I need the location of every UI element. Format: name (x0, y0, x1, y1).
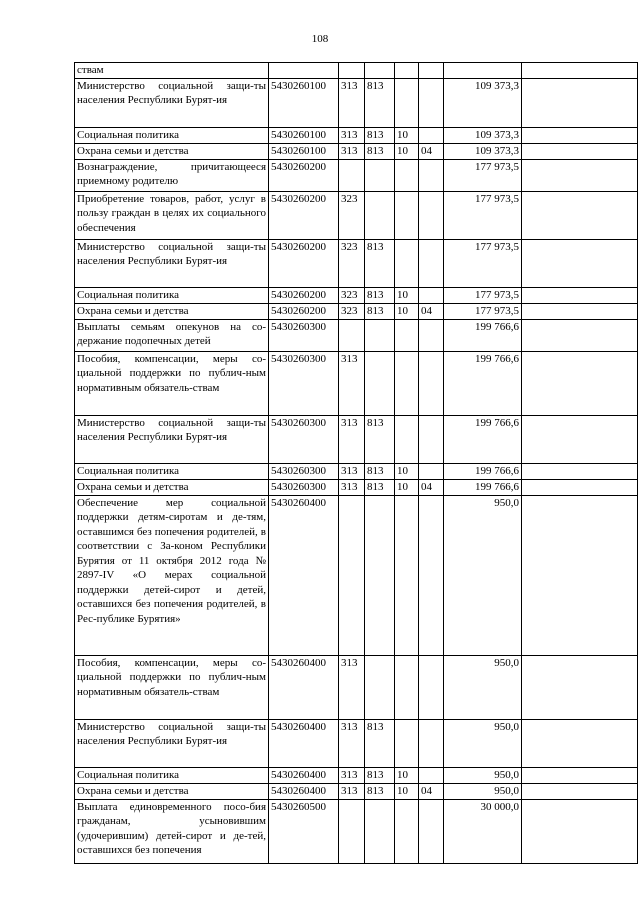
amount-cell: 950,0 (444, 495, 522, 655)
amount-cell: 199 766,6 (444, 479, 522, 495)
extra-cell (522, 63, 638, 79)
table-row (75, 63, 638, 79)
target-code-cell: 5430260400 (269, 495, 339, 655)
target-code-cell: 5430260200 (269, 159, 339, 191)
amount-cell: 950,0 (444, 783, 522, 799)
row-name-cell: Приобретение товаров, работ, услуг в пользу граждан в целях их социального обеспечения (75, 191, 269, 239)
ministry-code-cell (365, 351, 395, 415)
table-row (75, 127, 638, 143)
extra-cell (522, 127, 638, 143)
target-code-cell: 5430260200 (269, 239, 339, 287)
ministry-code-cell (365, 319, 395, 351)
expense-type-cell: 323 (339, 239, 365, 287)
target-code-cell: 5430260400 (269, 719, 339, 767)
amount-cell: 199 766,6 (444, 319, 522, 351)
section-cell: 10 (395, 303, 419, 319)
extra-cell (522, 78, 638, 127)
target-code-cell: 5430260200 (269, 191, 339, 239)
row-name-cell: Пособия, компенсации, меры со-циальной поддержки по публич-ным нормативным обязатель-ствам (75, 351, 269, 415)
subsection-cell (419, 319, 444, 351)
table-row (75, 719, 638, 767)
target-code-cell: 5430260500 (269, 799, 339, 863)
target-code-cell: 5430260300 (269, 415, 339, 463)
table-row (75, 303, 638, 319)
ministry-code-cell: 813 (365, 303, 395, 319)
row-name-cell: Социальная политика (75, 287, 269, 303)
section-cell (395, 799, 419, 863)
row-name-cell: Охрана семьи и детства (75, 783, 269, 799)
budget-table (74, 62, 638, 864)
amount-cell: 177 973,5 (444, 239, 522, 287)
subsection-cell (419, 767, 444, 783)
target-code-cell: 5430260200 (269, 303, 339, 319)
row-name-cell: Социальная политика (75, 127, 269, 143)
page-number: 108 (311, 33, 329, 45)
ministry-code-cell: 813 (365, 479, 395, 495)
extra-cell (522, 143, 638, 159)
subsection-cell (419, 127, 444, 143)
table-row (75, 239, 638, 287)
target-code-cell: 5430260400 (269, 783, 339, 799)
extra-cell (522, 495, 638, 655)
ministry-code-cell: 813 (365, 127, 395, 143)
row-name-cell: Министерство социальной защи-ты населения Республики Бурят-ия (75, 415, 269, 463)
table-row (75, 415, 638, 463)
subsection-cell (419, 191, 444, 239)
extra-cell (522, 767, 638, 783)
section-cell (395, 63, 419, 79)
amount-cell: 30 000,0 (444, 799, 522, 863)
subsection-cell (419, 415, 444, 463)
target-code-cell: 5430260100 (269, 127, 339, 143)
target-code-cell: 5430260400 (269, 655, 339, 719)
row-name-cell: Вознаграждение, причитающееся приемному родителю (75, 159, 269, 191)
expense-type-cell: 313 (339, 463, 365, 479)
expense-type-cell: 313 (339, 415, 365, 463)
ministry-code-cell (365, 655, 395, 719)
table-row (75, 351, 638, 415)
row-name-cell: Обеспечение мер социальной поддержки детям-сиротам и де-тям, оставшимся без попечения родителей, в соответствии с За-коном Республики Бурятия от 11 октября 2012 года № 2897-IV «О мерах социальной поддержки детей-сирот и детей, оставшихся без попечения родителей, в Рес-публике Бурятия» (75, 495, 269, 655)
ministry-code-cell (365, 495, 395, 655)
expense-type-cell (339, 63, 365, 79)
extra-cell (522, 159, 638, 191)
expense-type-cell: 313 (339, 78, 365, 127)
table-row (75, 767, 638, 783)
section-cell (395, 191, 419, 239)
target-code-cell: 5430260300 (269, 319, 339, 351)
section-cell: 10 (395, 463, 419, 479)
target-code-cell: 5430260400 (269, 767, 339, 783)
row-name-cell: Выплаты семьям опекунов на со-держание подопечных детей (75, 319, 269, 351)
amount-cell: 950,0 (444, 655, 522, 719)
row-name-cell: Охрана семьи и детства (75, 303, 269, 319)
section-cell (395, 415, 419, 463)
expense-type-cell: 313 (339, 143, 365, 159)
row-name-cell: Охрана семьи и детства (75, 143, 269, 159)
section-cell: 10 (395, 479, 419, 495)
row-name-cell: Выплата единовременного посо-бия гражданам, усыновившим (удочерившим) детей-сирот и де-тей, оставшихся без попечения (75, 799, 269, 863)
subsection-cell (419, 799, 444, 863)
expense-type-cell (339, 159, 365, 191)
expense-type-cell (339, 319, 365, 351)
subsection-cell (419, 287, 444, 303)
table-row (75, 78, 638, 127)
table-row (75, 463, 638, 479)
extra-cell (522, 239, 638, 287)
extra-cell (522, 719, 638, 767)
subsection-cell (419, 159, 444, 191)
row-name-cell: Министерство социальной защи-ты населения Республики Бурят-ия (75, 239, 269, 287)
row-name-cell: Пособия, компенсации, меры со-циальной поддержки по публич-ным нормативным обязатель-ствам (75, 655, 269, 719)
subsection-cell (419, 239, 444, 287)
subsection-cell: 04 (419, 479, 444, 495)
extra-cell (522, 415, 638, 463)
subsection-cell: 04 (419, 303, 444, 319)
subsection-cell (419, 351, 444, 415)
expense-type-cell: 323 (339, 191, 365, 239)
subsection-cell (419, 719, 444, 767)
amount-cell: 177 973,5 (444, 303, 522, 319)
section-cell (395, 239, 419, 287)
ministry-code-cell (365, 159, 395, 191)
target-code-cell: 5430260300 (269, 463, 339, 479)
expense-type-cell: 323 (339, 303, 365, 319)
extra-cell (522, 655, 638, 719)
table-row (75, 655, 638, 719)
table-row (75, 191, 638, 239)
extra-cell (522, 287, 638, 303)
amount-cell: 199 766,6 (444, 415, 522, 463)
table-row (75, 143, 638, 159)
amount-cell: 177 973,5 (444, 191, 522, 239)
target-code-cell: 5430260300 (269, 479, 339, 495)
section-cell: 10 (395, 143, 419, 159)
extra-cell (522, 319, 638, 351)
subsection-cell (419, 63, 444, 79)
expense-type-cell: 313 (339, 767, 365, 783)
ministry-code-cell: 813 (365, 415, 395, 463)
table-row (75, 479, 638, 495)
subsection-cell (419, 655, 444, 719)
ministry-code-cell: 813 (365, 287, 395, 303)
target-code-cell: 5430260300 (269, 351, 339, 415)
expense-type-cell: 313 (339, 127, 365, 143)
target-code-cell: 5430260100 (269, 143, 339, 159)
table-row (75, 799, 638, 863)
ministry-code-cell: 813 (365, 783, 395, 799)
section-cell: 10 (395, 287, 419, 303)
extra-cell (522, 351, 638, 415)
section-cell (395, 159, 419, 191)
ministry-code-cell: 813 (365, 143, 395, 159)
section-cell (395, 719, 419, 767)
amount-cell: 199 766,6 (444, 351, 522, 415)
section-cell (395, 319, 419, 351)
row-name-cell: Министерство социальной защи-ты населения Республики Бурят-ия (75, 78, 269, 127)
extra-cell (522, 191, 638, 239)
ministry-code-cell: 813 (365, 767, 395, 783)
row-name-cell: Министерство социальной защи-ты населения Республики Бурят-ия (75, 719, 269, 767)
expense-type-cell (339, 799, 365, 863)
table-body (75, 63, 638, 864)
row-name-cell: Социальная политика (75, 463, 269, 479)
section-cell (395, 495, 419, 655)
table-row (75, 319, 638, 351)
amount-cell: 109 373,3 (444, 78, 522, 127)
ministry-code-cell: 813 (365, 239, 395, 287)
table-row (75, 495, 638, 655)
amount-cell: 177 973,5 (444, 159, 522, 191)
subsection-cell (419, 463, 444, 479)
ministry-code-cell: 813 (365, 463, 395, 479)
target-code-cell: 5430260100 (269, 78, 339, 127)
extra-cell (522, 303, 638, 319)
expense-type-cell: 313 (339, 479, 365, 495)
row-name-cell: Социальная политика (75, 767, 269, 783)
subsection-cell (419, 495, 444, 655)
section-cell (395, 351, 419, 415)
ministry-code-cell: 813 (365, 78, 395, 127)
extra-cell (522, 783, 638, 799)
section-cell (395, 78, 419, 127)
table-row (75, 783, 638, 799)
section-cell (395, 655, 419, 719)
ministry-code-cell: 813 (365, 719, 395, 767)
expense-type-cell (339, 495, 365, 655)
extra-cell (522, 463, 638, 479)
section-cell: 10 (395, 783, 419, 799)
amount-cell: 109 373,3 (444, 143, 522, 159)
amount-cell: 177 973,5 (444, 287, 522, 303)
expense-type-cell: 323 (339, 287, 365, 303)
subsection-cell (419, 78, 444, 127)
amount-cell: 950,0 (444, 719, 522, 767)
amount-cell: 109 373,3 (444, 127, 522, 143)
expense-type-cell: 313 (339, 719, 365, 767)
target-code-cell (269, 63, 339, 79)
row-name-cell: ствам (75, 63, 269, 79)
target-code-cell: 5430260200 (269, 287, 339, 303)
ministry-code-cell (365, 799, 395, 863)
expense-type-cell: 313 (339, 351, 365, 415)
extra-cell (522, 479, 638, 495)
amount-cell: 199 766,6 (444, 463, 522, 479)
expense-type-cell: 313 (339, 655, 365, 719)
extra-cell (522, 799, 638, 863)
ministry-code-cell (365, 63, 395, 79)
table-row (75, 159, 638, 191)
expense-type-cell: 313 (339, 783, 365, 799)
row-name-cell: Охрана семьи и детства (75, 479, 269, 495)
ministry-code-cell (365, 191, 395, 239)
subsection-cell: 04 (419, 783, 444, 799)
amount-cell (444, 63, 522, 79)
amount-cell: 950,0 (444, 767, 522, 783)
table-row (75, 287, 638, 303)
subsection-cell: 04 (419, 143, 444, 159)
section-cell: 10 (395, 767, 419, 783)
section-cell: 10 (395, 127, 419, 143)
